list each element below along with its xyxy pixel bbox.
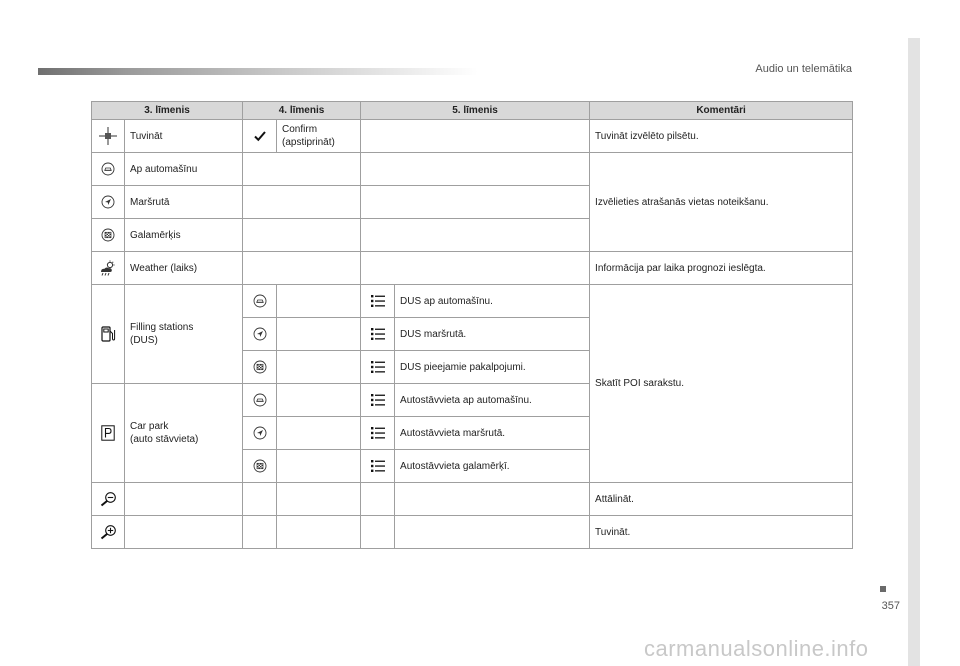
level5-parking-near-car-label: Autostāvvieta ap automašīnu. (395, 384, 590, 417)
weather-icon (92, 252, 125, 285)
checkmark-icon (243, 120, 277, 153)
section-title: Audio un telemātika (755, 63, 852, 75)
table-row-zoom-in (92, 516, 853, 549)
comment-zoom-city: Tuvināt izvēlēto pilsētu. (590, 120, 853, 153)
fuel-pump-icon (92, 285, 125, 384)
page-marker (880, 586, 886, 592)
comment-location: Izvēlieties atrašanās vietas noteikšanu. (590, 153, 853, 252)
level3-car-park-label: Car park (auto stāvvieta) (125, 384, 243, 483)
table-row-near-car (92, 153, 853, 186)
list-icon (361, 417, 395, 450)
level3-zoom-in-label: Tuvināt (125, 120, 243, 153)
comment-weather: Informācija par laika prognozi ieslēgta. (590, 252, 853, 285)
table-header-row (92, 102, 853, 120)
column-header-comments: Komentāri (590, 102, 853, 120)
car-circle-icon (92, 153, 125, 186)
level3-weather-label: Weather (laiks) (125, 252, 243, 285)
level5-fuel-on-route-label: DUS maršrutā. (395, 318, 590, 351)
header-gradient-bar (38, 68, 478, 75)
table-row-zoom-out (92, 483, 853, 516)
level4-confirm-label: Confirm (apstiprināt) (277, 120, 361, 153)
level3-on-route-label: Maršrutā (125, 186, 243, 219)
route-arrow-circle-icon (243, 417, 277, 450)
route-arrow-circle-icon (243, 318, 277, 351)
list-icon (361, 318, 395, 351)
list-icon (361, 384, 395, 417)
zoom-out-icon (92, 483, 125, 516)
comment-zoom-in: Tuvināt. (590, 516, 853, 549)
level3-filling-stations-label: Filling stations (DUS) (125, 285, 243, 384)
level5-fuel-near-car-label: DUS ap automašīnu. (395, 285, 590, 318)
column-header-level-5: 5. līmenis (361, 102, 590, 120)
checkered-flag-circle-icon (243, 450, 277, 483)
crosshair-zoom-icon (92, 120, 125, 153)
table-row-fuel-near-car (92, 285, 853, 318)
route-arrow-circle-icon (92, 186, 125, 219)
level5-fuel-services-label: DUS pieejamie pakalpojumi. (395, 351, 590, 384)
comment-poi-list: Skatīt POI sarakstu. (590, 285, 853, 483)
right-margin-strip (908, 38, 920, 666)
comment-zoom-out: Attālināt. (590, 483, 853, 516)
level5-parking-destination-label: Autostāvvieta galamērķī. (395, 450, 590, 483)
level5-parking-on-route-label: Autostāvvieta maršrutā. (395, 417, 590, 450)
car-circle-icon (243, 384, 277, 417)
level3-destination-label: Galamērķis (125, 219, 243, 252)
zoom-in-icon (92, 516, 125, 549)
table-row-weather (92, 252, 853, 285)
checkered-flag-circle-icon (243, 351, 277, 384)
checkered-flag-circle-icon (92, 219, 125, 252)
list-icon (361, 285, 395, 318)
list-icon (361, 351, 395, 384)
table-row-zoom-city (92, 120, 853, 153)
page-number: 357 (881, 600, 900, 612)
column-header-level-4: 4. līmenis (243, 102, 361, 120)
list-icon (361, 450, 395, 483)
menu-levels-table (91, 101, 853, 549)
parking-icon (92, 384, 125, 483)
watermark: carmanualsonline.info (644, 636, 869, 661)
level3-near-car-label: Ap automašīnu (125, 153, 243, 186)
column-header-level-3: 3. līmenis (92, 102, 243, 120)
car-circle-icon (243, 285, 277, 318)
